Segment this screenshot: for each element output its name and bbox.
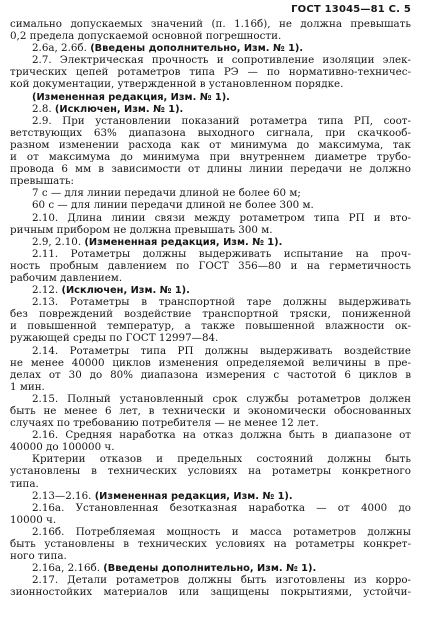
text-line: ность пробным давлением по ГОСТ 356—80 и на герметичность: [10, 259, 411, 272]
text-line: трических цепей ротаметров типа РЭ — по нормативно-техничес-: [10, 66, 411, 79]
amendment-note: (Введены дополнительно, Изм. № 1).: [90, 43, 304, 55]
text-line: делах от 30 до 80% диапазона измерения с частотой 6 циклов в: [10, 368, 411, 381]
text-line: Критерии отказов и предельных состояний должны быть: [32, 453, 411, 466]
text-line: 40000 до 100000 ч.: [10, 441, 115, 454]
text-line: превышать:: [10, 175, 75, 188]
text-line: и повышенной температур, а также повышенной влажности ок-: [10, 320, 411, 333]
document-body: [10, 18, 411, 599]
text-line: симально допускаемых значений (п. 1.16б), не должна превышать: [10, 18, 411, 30]
amendment-note: (Измененная редакция, Изм. № 1).: [94, 490, 293, 502]
text-line: типа.: [10, 477, 39, 490]
text-line: 2.16. Средняя наработка на отказ должна быть в диапазоне от: [32, 429, 411, 442]
text-line: рабочим давлением.: [10, 271, 123, 284]
text-line: 0,2 предела допускаемой основной погрешности.: [10, 30, 282, 43]
text-line: не менее 40000 циклов изменения определяемой величины в пре-: [10, 356, 411, 369]
text-line: 60 с — для линии передачи длиной не более 300 м.: [32, 199, 314, 212]
text-line: 2.11. Ротаметры должны выдерживать испытание на проч-: [32, 247, 411, 260]
text-line: быть установлены в технических условиях на ротаметры конкрет-: [10, 538, 411, 551]
text-line: 2.9. При установлении показаний ротаметра типа РП, соот-: [32, 114, 411, 127]
text-line: 10000 ч.: [10, 513, 57, 526]
amendment-note: (Исключен, Изм. № 1).: [61, 285, 190, 297]
amendment-note: (Измененная редакция, Изм. № 1).: [84, 236, 283, 248]
text-line: 7 с — для линии передачи длиной не более 60 м;: [32, 187, 301, 200]
text-line: 2.8. (Исключен, Изм. № 1).: [32, 102, 184, 115]
amendment-note: (Введены дополнительно, Изм. № 1).: [103, 563, 317, 575]
text-line: 2.16а. Установленная безотказная наработка — от 4000 до: [32, 501, 411, 514]
text-line: разном изменении расхода как от минимума до максимума, так: [10, 138, 411, 151]
text-line: 2.16б. Потребляемая мощность и масса ротаметров должны: [32, 525, 411, 538]
text-line: ветствующих 63% диапазона выходного сигнала, при скачкооб-: [10, 126, 411, 139]
text-line: зионностойких материалов или защищены покрытиями, устойчи-: [10, 586, 411, 599]
text-line: 2.10. Длина линии связи между ротаметром типа РП и вто-: [32, 211, 411, 224]
text-line: провода 6 мм в зависимости от длины линии передачи не должно: [10, 163, 411, 176]
amendment-note: (Исключен, Изм. № 1).: [54, 103, 184, 115]
text-line: ружающей среды по ГОСТ 12997—84.: [10, 332, 219, 345]
text-line: 2.16а, 2.16б. (Введены дополнительно, Изм. № 1).: [32, 562, 317, 575]
text-line: ного типа.: [10, 550, 67, 563]
amendment-note: (Измененная редакция, Изм. № 1).: [32, 91, 230, 103]
text-line: 2.13—2.16. (Измененная редакция, Изм. № 1).: [32, 489, 293, 502]
text-line: 2.7. Электрическая прочность и сопротивление изоляции элек-: [32, 54, 411, 67]
text-line: 2.9, 2.10. (Измененная редакция, Изм. № 1).: [32, 235, 283, 248]
text-line: установлены в технических условиях на ротаметры конкретного: [10, 465, 411, 478]
text-line: ричным прибором не должна превышать 300 м.: [10, 223, 273, 236]
text-line: 2.12. (Исключен, Изм. № 1).: [32, 284, 190, 297]
text-line: 2.13. Ротаметры в транспортной таре должны выдерживать: [32, 296, 411, 309]
text-line: 2.14. Ротаметры типа РП должны выдерживать воздействие: [32, 344, 411, 357]
running-header: ГОСТ 13045—81 С. 5: [291, 4, 411, 15]
text-line: 1 мин.: [10, 380, 45, 393]
text-line: кой документации, утвержденной в установленном порядке.: [10, 78, 344, 91]
text-line: 2.15. Полный установленный срок службы ротаметров должен: [32, 392, 411, 405]
text-line: случаях по требованию потребителя — не менее 12 лет.: [10, 417, 319, 430]
text-line: быть не менее 6 лет, в технически и экономически обоснованных: [10, 405, 411, 417]
text-line: без повреждений воздействие транспортной тряски, пониженной: [10, 308, 411, 321]
text-line: и от максимума до минимума при внутреннем диаметре трубо-: [10, 151, 411, 164]
text-line: 2.6а, 2.6б. (Введены дополнительно, Изм. № 1).: [32, 42, 304, 55]
text-line: 2.17. Детали ротаметров должны быть изготовлены из корро-: [32, 574, 411, 587]
text-line: [10, 91, 411, 103]
